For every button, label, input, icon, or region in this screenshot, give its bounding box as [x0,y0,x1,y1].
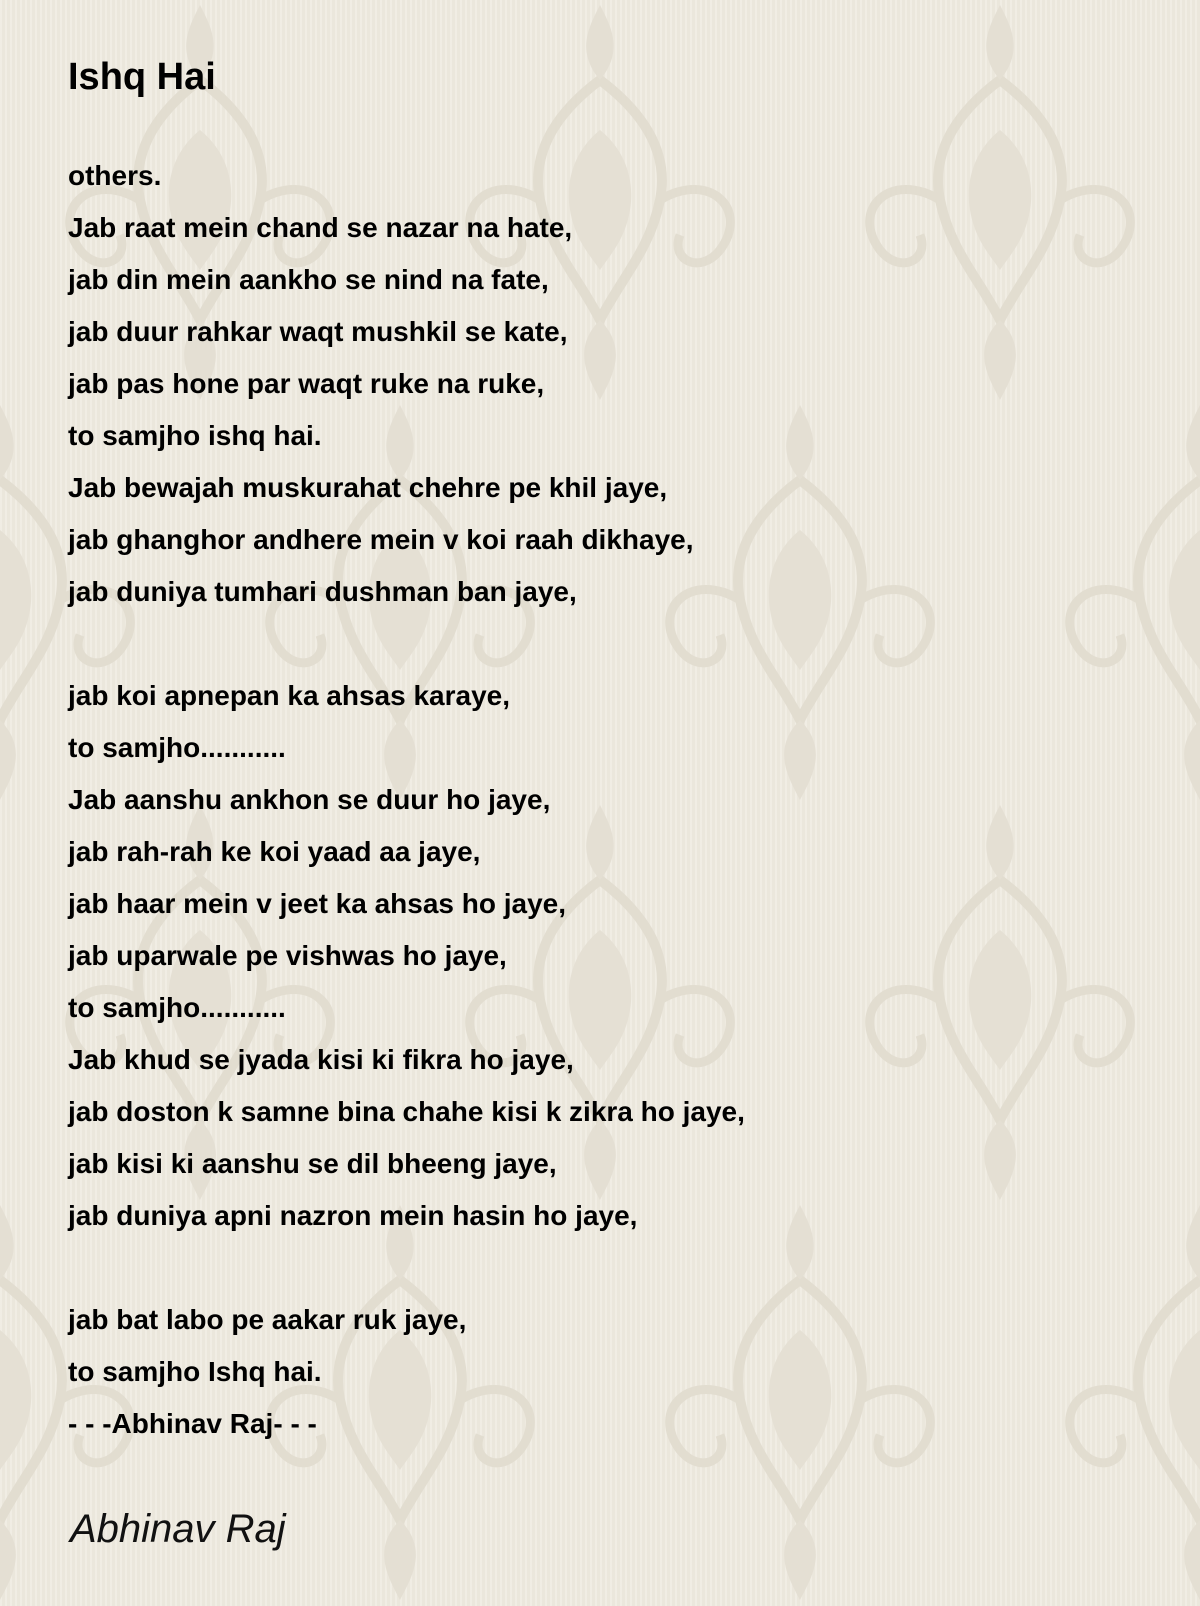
poem-line: to samjho Ishq hai. [68,1356,322,1387]
poem-line: Jab khud se jyada kisi ki fikra ho jaye, [68,1044,574,1075]
poem-stanza-break [68,618,745,670]
poem-line: jab ghanghor andhere mein v koi raah dikhaye, [68,524,694,555]
poem-line: jab duniya tumhari dushman ban jaye, [68,576,577,607]
poem-body [68,150,745,1450]
poem-line: jab koi apnepan ka ahsas karaye, [68,680,511,711]
poem-line: jab haar mein v jeet ka ahsas ho jaye, [68,888,567,919]
poem-author: Abhinav Raj [70,1507,286,1551]
poem-line: others. [68,160,162,191]
poem-line: Jab raat mein chand se nazar na hate, [68,212,573,243]
poem-line: jab din mein aankho se nind na fate, [68,264,549,295]
poem-line: to samjho........... [68,732,286,763]
poem-signature-line: - - -Abhinav Raj- - - [68,1408,317,1439]
poem-title: Ishq Hai [68,56,216,98]
poem-line: to samjho ishq hai. [68,420,322,451]
poem-line: jab duniya apni nazron mein hasin ho jaye, [68,1200,638,1231]
poem-line: jab pas hone par waqt ruke na ruke, [68,368,545,399]
poem-line: Jab bewajah muskurahat chehre pe khil jaye, [68,472,668,503]
poem-line: jab bat labo pe aakar ruk jaye, [68,1304,467,1335]
poem-stanza-break [68,1242,745,1294]
poem-line: jab uparwale pe vishwas ho jaye, [68,940,507,971]
poem-line: jab doston k samne bina chahe kisi k zikra ho jaye, [68,1096,745,1127]
poem-line: Jab aanshu ankhon se duur ho jaye, [68,784,551,815]
poem-line: jab kisi ki aanshu se dil bheeng jaye, [68,1148,557,1179]
poem-line: to samjho........... [68,992,286,1023]
poem-line: jab duur rahkar waqt mushkil se kate, [68,316,568,347]
poem-line: jab rah-rah ke koi yaad aa jaye, [68,836,481,867]
